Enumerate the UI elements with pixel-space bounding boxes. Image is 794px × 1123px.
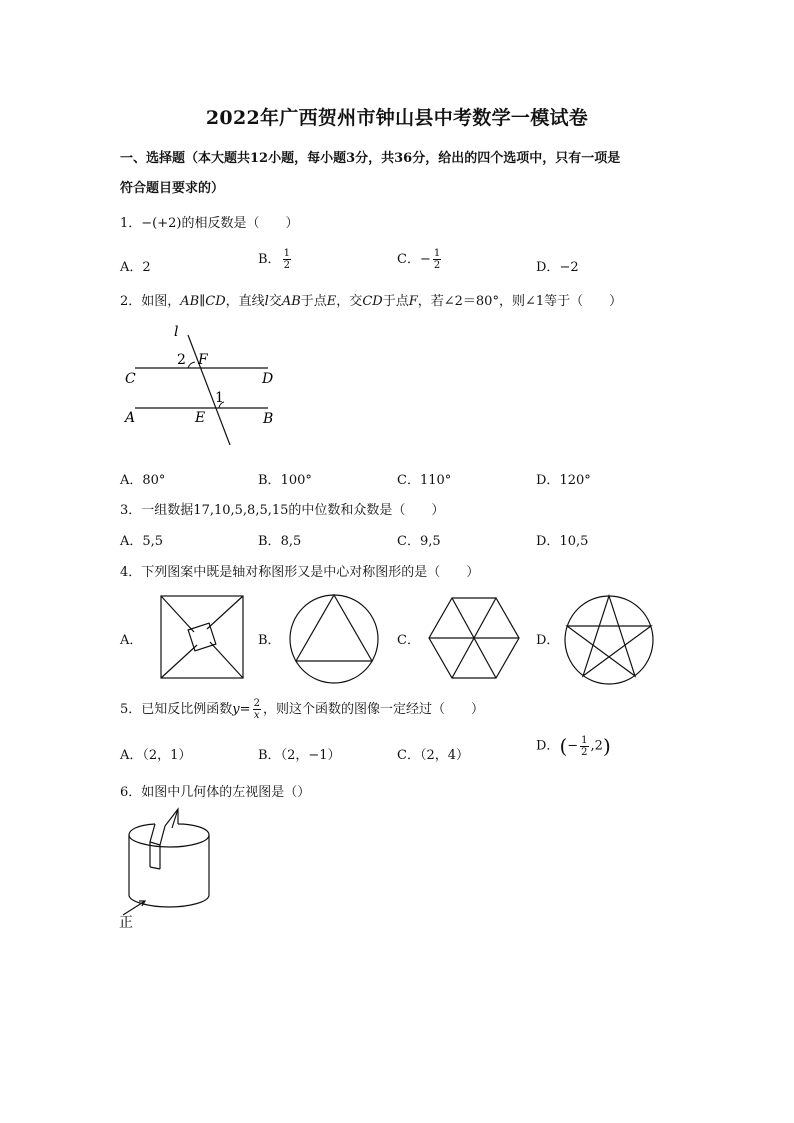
q4-option-a-label[interactable]: A． (120, 633, 143, 648)
option-value: 9,5 (419, 534, 441, 549)
option-value: −2 (559, 260, 579, 275)
question-text: ，交 (336, 294, 363, 309)
question-text: 如图中几何体的左视图是（） (141, 785, 311, 800)
option-label: D． (536, 534, 560, 549)
denominator: 2 (283, 260, 290, 271)
option-value: 5,5 (142, 534, 164, 549)
option-value: 100° (280, 473, 312, 488)
question-text: 下列图案中既是轴对称图形又是中心对称图形的是（ ） (141, 565, 480, 580)
question-number: 3． (120, 503, 142, 518)
minus-sign: − (419, 252, 431, 267)
option-label: A． (120, 260, 143, 275)
option-value: 2 (142, 260, 151, 275)
math-e: E (326, 294, 337, 309)
label-c: C (125, 371, 136, 387)
option-label: D． (536, 738, 560, 754)
question-text: 已知反比例函数 (141, 702, 233, 717)
question-number: 4． (120, 565, 142, 580)
math-l: l (264, 294, 269, 309)
math-ab: AB (281, 294, 301, 309)
option-value: 120° (559, 473, 591, 488)
triangle-in-circle-figure[interactable] (288, 593, 380, 685)
q4-option-c-label[interactable]: C． (397, 633, 420, 648)
option-label: C． (397, 748, 420, 763)
option-value: 80° (142, 473, 166, 488)
option-label: C． (397, 473, 420, 488)
label-a: A (125, 410, 136, 426)
q2-option-d[interactable] (536, 469, 591, 488)
question-2 (120, 290, 622, 309)
question-1 (120, 212, 299, 231)
hexagon-figure[interactable] (428, 597, 520, 679)
option-value: （2，1） (142, 748, 192, 763)
question-number: 5． (120, 702, 142, 717)
option-label: A． (120, 748, 143, 763)
q1-option-b[interactable] (258, 248, 293, 271)
option-label: D． (536, 260, 560, 275)
numerator: 1 (433, 248, 441, 259)
option-value: 10,5 (559, 534, 589, 549)
front-label: 正 (119, 915, 133, 931)
option-label: C． (397, 252, 420, 267)
question-5 (120, 698, 484, 721)
option-value: 110° (419, 473, 452, 488)
option-label: A． (120, 534, 143, 549)
q1-option-c[interactable] (397, 248, 443, 271)
question-text: 一组数据 (141, 503, 194, 518)
question-text: ，则这个函数的图像一定经过（ ） (262, 702, 484, 717)
pinwheel-square-figure[interactable] (160, 595, 244, 679)
fraction (283, 248, 291, 271)
question-text: 于点 (300, 294, 327, 309)
page-title: 2022年广西贺州市钟山县中考数学一模试卷 (205, 107, 589, 129)
section-heading-line1: 一、选择题（本大题共12小题，每小题3分，共36分，给出的四个选项中，只有一项是 (120, 151, 621, 166)
denominator: 2 (433, 260, 441, 271)
option-label: B． (258, 534, 281, 549)
option-value: （2，−1） (280, 748, 341, 763)
option-value: 8,5 (280, 534, 302, 549)
math-expression: −(+2) (141, 216, 182, 231)
equals-sign: = (239, 702, 251, 717)
q2-option-c[interactable] (397, 469, 451, 488)
denominator: 2 (581, 746, 588, 758)
q5-option-d[interactable] (536, 734, 611, 758)
label-d: D (262, 371, 274, 387)
option-label: B． (258, 252, 281, 267)
label-b: B (263, 411, 274, 427)
question-number: 2． (120, 294, 142, 309)
q5-option-b[interactable] (258, 744, 341, 763)
question-4 (120, 561, 479, 580)
question-number: 6． (120, 785, 142, 800)
parallel-lines-figure (120, 320, 290, 450)
label-e: E (195, 410, 206, 426)
q1-option-d[interactable] (536, 256, 579, 275)
question-6 (120, 781, 310, 800)
question-text: 的中位数和众数是（ ） (288, 503, 445, 518)
fraction (580, 735, 588, 758)
question-number: 1． (120, 216, 142, 231)
q4-option-d-label[interactable]: D． (536, 633, 560, 648)
q3-option-a[interactable] (120, 530, 163, 549)
math-ab-parallel-cd: AB∥CD (180, 294, 226, 309)
q4-option-b-label[interactable]: B． (258, 633, 281, 648)
minus-sign: − (567, 738, 579, 754)
section-heading-line2: 符合题目要求的） (120, 181, 225, 196)
math-cd: CD (362, 294, 383, 309)
numerator: 1 (581, 734, 588, 746)
question-text: 如图， (141, 294, 181, 309)
q3-option-d[interactable] (536, 530, 588, 549)
question-3 (120, 499, 444, 518)
option-label: B． (258, 473, 281, 488)
question-text: ，直线 (225, 294, 265, 309)
q3-option-c[interactable] (397, 530, 441, 549)
label-l: l (174, 324, 179, 340)
data-list: 17,10,5,8,5,15 (193, 503, 289, 518)
label-angle-1: 1 (215, 390, 224, 406)
q5-option-a[interactable] (120, 744, 191, 763)
math-f: F (408, 294, 418, 309)
q2-option-a[interactable] (120, 469, 165, 488)
angle-2-arc (188, 362, 195, 368)
label-angle-2: 2 (177, 352, 186, 368)
numerator: 1 (283, 248, 290, 259)
q5-option-c[interactable] (397, 744, 469, 763)
question-text: 的相反数是（ ） (181, 216, 299, 231)
option-label: B． (258, 748, 281, 763)
question-text: ，若∠2＝80°，则∠1等于（ ） (417, 294, 623, 309)
option-tail: ,2 (590, 738, 603, 754)
star-in-circle-figure[interactable] (563, 594, 655, 686)
q3-option-b[interactable] (258, 530, 301, 549)
option-label: A． (120, 473, 143, 488)
right-paren: ) (602, 734, 611, 758)
q2-option-b[interactable] (258, 469, 312, 488)
fraction (253, 698, 261, 721)
cylinder-with-slot-figure (115, 805, 215, 930)
numerator: 2 (253, 698, 260, 709)
denominator: x (253, 710, 260, 721)
fraction (433, 248, 441, 271)
left-paren: ( (559, 734, 568, 758)
option-label: D． (536, 473, 560, 488)
question-text: 交 (268, 294, 282, 309)
question-text: 于点 (382, 294, 409, 309)
label-f: F (198, 352, 208, 368)
q1-option-a[interactable] (120, 256, 151, 275)
option-label: C． (397, 534, 420, 549)
math-y: y (232, 702, 240, 717)
option-value: （2，4） (419, 748, 469, 763)
